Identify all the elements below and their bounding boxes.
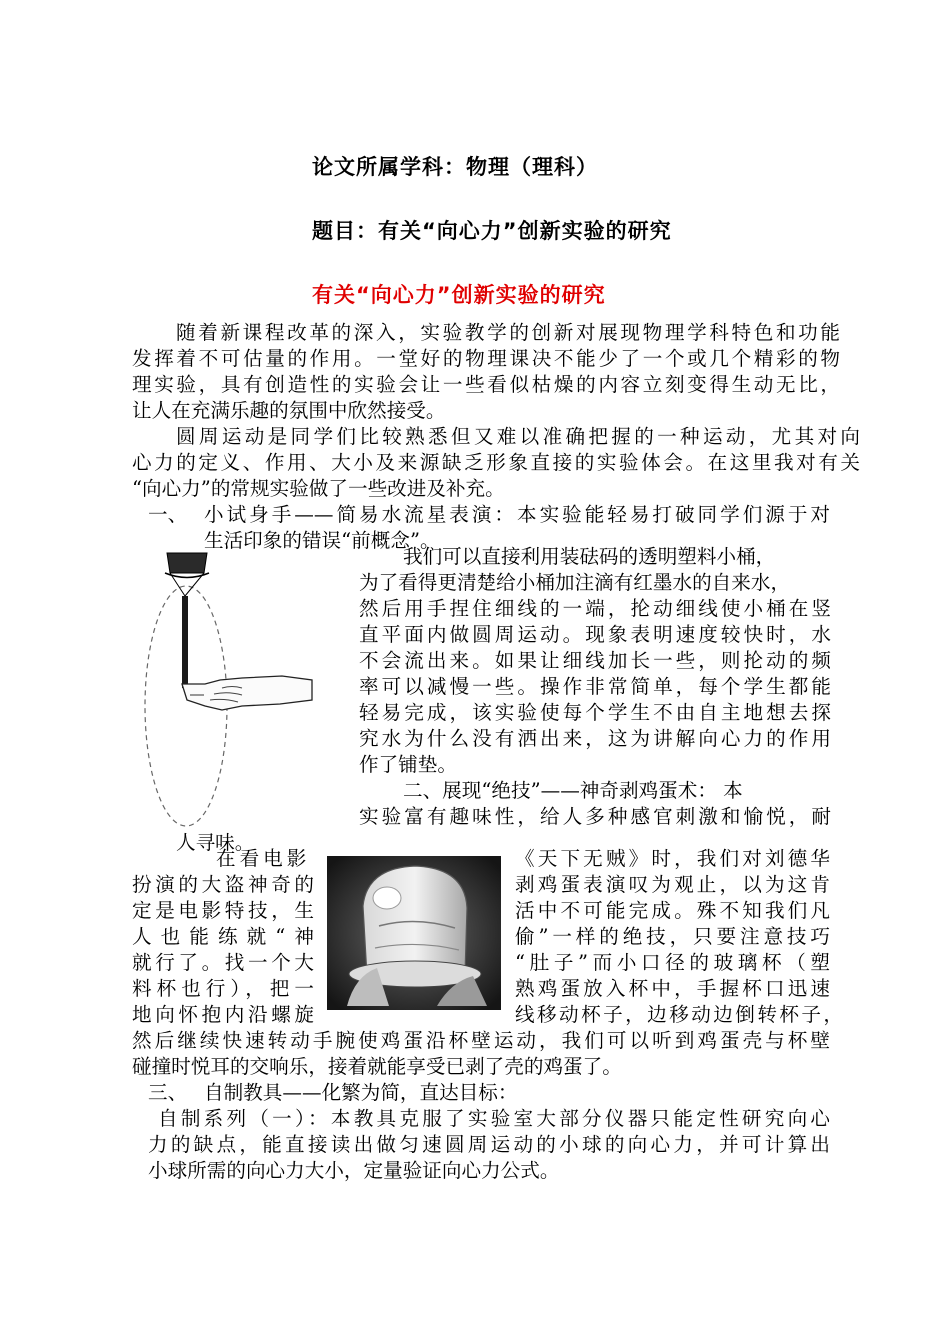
text-line: 碰撞时悦耳的交响乐，接着就能享受已剥了壳的鸡蛋了。 xyxy=(132,1055,622,1078)
text-line: 让人在充满乐趣的氛围中欣然接受。 xyxy=(132,399,446,422)
text-line: 《天下无贼》时，我们对刘德华 xyxy=(515,847,830,870)
text-line: 为了看得更清楚给小桶加注滴有红墨水的自来水， xyxy=(359,571,791,594)
text-line: 不会流出来。如果让细线加长一些，则抡动的频 xyxy=(359,649,831,672)
text-line: 理实验，具有创造性的实验会让一些看似枯燥的内容立刻变得生动无比， xyxy=(132,373,840,396)
text-line: 我们可以直接利用装砝码的透明塑料小桶， xyxy=(403,545,776,568)
text-line: 线移动杯子，边移动边倒转杯子， xyxy=(515,1003,843,1026)
subject-heading: 论文所属学科：物理（理科） xyxy=(312,155,598,179)
text-line: “肚子”而小口径的玻璃杯（塑 xyxy=(515,951,830,974)
text-line: 作了铺垫。 xyxy=(359,753,457,776)
text-line: 实验富有趣味性，给人多种感官刺激和愉悦，耐 xyxy=(359,805,831,828)
text-line: 剥鸡蛋表演叹为观止，以为这肯 xyxy=(515,873,830,896)
text-line: 直平面内做圆周运动。现象表明速度较快时，水 xyxy=(359,623,831,646)
text-line: 小球所需的向心力大小，定量验证向心力公式。 xyxy=(148,1159,560,1182)
text-line: 熟鸡蛋放入杯中，手握杯口迅速 xyxy=(515,977,830,1000)
text-line: 就行了。找一个大 xyxy=(132,951,314,974)
text-line: 随着新课程改革的深入，实验教学的创新对展现物理学科特色和功能 xyxy=(176,321,840,344)
text-line: 在看电影 xyxy=(216,847,311,870)
glass-cup-photo xyxy=(327,856,501,1010)
text-line: 轻易完成，该实验使每个学生不由自主地想去探 xyxy=(359,701,831,724)
section-heading: 二、展现“绝技”——神奇剥鸡蛋术： 本 xyxy=(403,779,743,802)
text-line: 力的缺点，能直接读出做匀速圆周运动的小球的向心力，并可计算出 xyxy=(148,1133,830,1156)
text-line: 生活印象的错误“前概念”。 xyxy=(204,529,440,552)
text-line: 率可以减慢一些。操作非常简单，每个学生都能 xyxy=(359,675,831,698)
text-line: 人寻味。 xyxy=(176,831,255,854)
section-heading: 自制教具——化繁为简，直达目标： xyxy=(204,1081,518,1104)
text-line: 料杯也行），把一 xyxy=(132,977,314,1000)
text-line: 活中不可能完成。殊不知我们凡 xyxy=(515,899,830,922)
text-line: 偷”一样的绝技，只要注意技巧 xyxy=(515,925,830,948)
text-line: 地向怀抱内沿螺旋 xyxy=(132,1003,314,1026)
text-line: 然后用手捏住细线的一端，抡动细线使小桶在竖 xyxy=(359,597,831,620)
article-title: 有关“向心力”创新实验的研究 xyxy=(312,283,606,307)
section-number: 一、 xyxy=(148,503,188,526)
text-line: “向心力”的常规实验做了一些改进及补充。 xyxy=(132,477,505,500)
text-line: 究水为什么没有洒出来，这为讲解向心力的作用 xyxy=(359,727,831,750)
text-line: 定是电影特技，生 xyxy=(132,899,314,922)
section-heading: 小试身手——简易水流星表演：本实验能轻易打破同学们源于对 xyxy=(204,503,830,526)
text-line: 心力的定义、作用、大小及来源缺乏形象直接的实验体会。在这里我对有关 xyxy=(132,451,860,474)
topic-heading: 题目：有关“向心力”创新实验的研究 xyxy=(312,219,672,243)
text-line: 扮演的大盗神奇的 xyxy=(132,873,314,896)
text-line: 人也能练就“神 xyxy=(132,925,314,948)
text-line: 然后继续快速转动手腕使鸡蛋沿杯壁运动，我们可以听到鸡蛋壳与杯壁 xyxy=(132,1029,830,1052)
text-line: 发挥着不可估量的作用。一堂好的物理课决不能少了一个或几个精彩的物 xyxy=(132,347,840,370)
water-bucket-figure xyxy=(130,548,320,828)
text-line: 圆周运动是同学们比较熟悉但又难以准确把握的一种运动，尤其对向 xyxy=(176,425,860,448)
section-number: 三、 xyxy=(148,1081,188,1104)
text-line: 自制系列（一）：本教具克服了实验室大部分仪器只能定性研究向心 xyxy=(158,1107,830,1130)
